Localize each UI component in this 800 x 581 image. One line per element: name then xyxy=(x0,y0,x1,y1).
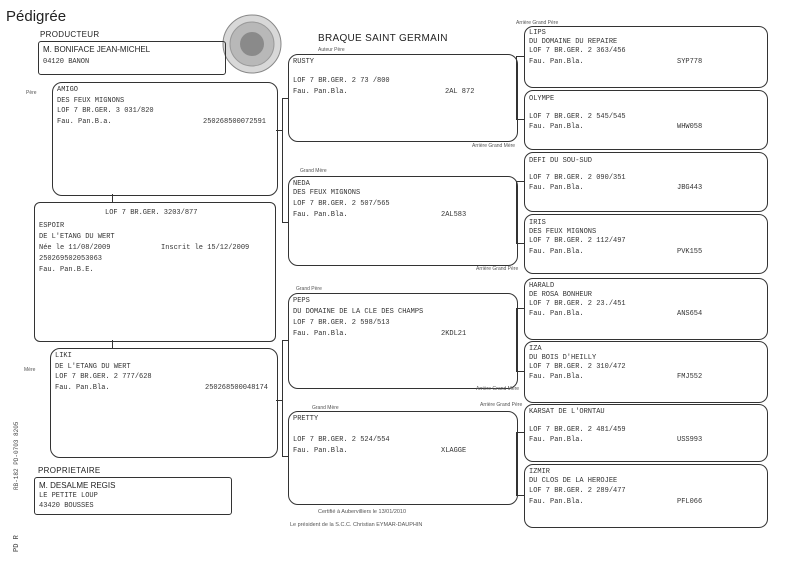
connector xyxy=(516,243,524,244)
ggp4-coat: Fau. Pan.Bla. xyxy=(529,248,584,256)
label-pere: Père xyxy=(26,90,37,96)
grandparent-box-2 xyxy=(288,176,518,266)
gp4-id: XLAGGE xyxy=(441,447,467,455)
great-grandparent-box-1 xyxy=(524,26,768,88)
label-grand-pere: Grand Père xyxy=(296,286,322,292)
ggp4-lof: LOF 7 BR.GER. 2 112/497 xyxy=(529,237,626,245)
connector xyxy=(516,432,517,495)
label-arriere-grand-pere: Arrière Grand Père xyxy=(516,20,559,26)
ggp5-coat: Fau. Pan.Bla. xyxy=(529,310,584,318)
ggp8-name: IZMIR xyxy=(529,468,551,476)
certified-text: Certifié à Aubervilliers le 13/01/2010 xyxy=(318,509,407,515)
gp3-lof: LOF 7 BR.GER. 2 598/513 xyxy=(293,319,390,327)
grandparent-box-4 xyxy=(288,411,518,505)
ggp3-lof: LOF 7 BR.GER. 2 090/351 xyxy=(529,174,626,182)
connector xyxy=(282,98,283,222)
gp1-id: 2AL 872 xyxy=(445,88,475,96)
connector xyxy=(282,222,288,223)
gp3-name: PEPS xyxy=(293,297,310,305)
dam-name: LIKI xyxy=(55,352,72,360)
producer-box xyxy=(38,41,226,75)
ggp6-id: FMJ552 xyxy=(677,373,703,381)
connector xyxy=(282,98,288,99)
gp3-coat: Fau. Pan.Bla. xyxy=(293,330,348,338)
gp1-lof: LOF 7 BR.GER. 2 73 /800 xyxy=(293,77,390,85)
ggp6-name: IZA xyxy=(529,345,542,353)
owner-street: LE PETITE LOUP xyxy=(39,492,98,500)
seal-stamp xyxy=(218,14,286,76)
label-grand-mere-2: Grand Mère xyxy=(312,405,339,411)
ggp2-coat: Fau. Pan.Bla. xyxy=(529,123,584,131)
connector xyxy=(516,119,524,120)
connector xyxy=(282,340,283,456)
sire-affix: DES FEUX MIGNONS xyxy=(57,97,125,105)
producer-city: 04120 BANON xyxy=(43,58,90,66)
great-grandparent-box-6 xyxy=(524,341,768,403)
connector xyxy=(516,181,517,243)
connector xyxy=(516,432,524,433)
subject-lof: LOF 7 BR.GER. 3203/877 xyxy=(105,209,198,217)
page-title: Pédigrée xyxy=(6,8,67,25)
gp2-lof: LOF 7 BR.GER. 2 507/565 xyxy=(293,200,390,208)
connector xyxy=(516,308,517,371)
dam-box xyxy=(50,348,278,458)
sire-chip: 250268500072591 xyxy=(203,118,267,126)
ggp7-lof: LOF 7 BR.GER. 2 481/459 xyxy=(529,426,626,434)
connector xyxy=(516,181,524,182)
producer-name: M. BONIFACE JEAN-MICHEL xyxy=(43,45,151,54)
connector xyxy=(516,56,517,119)
great-grandparent-box-4 xyxy=(524,214,768,274)
ggp2-name: OLYMPE xyxy=(529,95,555,103)
connector xyxy=(516,308,524,309)
gp2-coat: Fau. Pan.Bla. xyxy=(293,211,348,219)
label-grand-mere-1: Grand Mère xyxy=(300,168,327,174)
great-grandparent-box-8 xyxy=(524,464,768,528)
subject-coat: Fau. Pan.B.E. xyxy=(39,266,94,274)
ggp7-coat: Fau. Pan.Bla. xyxy=(529,436,584,444)
ggp6-affix: DU BOIS D'HEILLY xyxy=(529,354,597,362)
subject-registered: Inscrit le 15/12/2009 xyxy=(161,244,250,252)
ggp3-name: DEFI DU SOU-SUD xyxy=(529,157,593,165)
label-arriere-grand-mere-2: Arrière Grand Mère xyxy=(476,386,520,392)
sire-lof: LOF 7 BR.GER. 3 031/820 xyxy=(57,107,154,115)
producer-label: PRODUCTEUR xyxy=(40,30,100,39)
subject-box xyxy=(34,202,276,342)
gp1-name: RUSTY xyxy=(293,58,315,66)
subject-affix: DE L'ETANG DU WERT xyxy=(39,233,115,241)
owner-box xyxy=(34,477,232,515)
gp4-lof: LOF 7 BR.GER. 2 524/554 xyxy=(293,436,390,444)
ggp4-id: PVK155 xyxy=(677,248,703,256)
ggp2-lof: LOF 7 BR.GER. 2 545/545 xyxy=(529,113,626,121)
ggp4-name: IRIS xyxy=(529,219,546,227)
sire-box xyxy=(52,82,278,196)
label-mere: Mère xyxy=(24,367,36,373)
gp4-coat: Fau. Pan.Bla. xyxy=(293,447,348,455)
gp2-id: 2AL583 xyxy=(441,211,467,219)
gp4-name: PRETTY xyxy=(293,415,319,423)
ggp8-lof: LOF 7 BR.GER. 2 289/477 xyxy=(529,487,626,495)
ggp2-id: WHW058 xyxy=(677,123,703,131)
label-arriere-grand-pere-2: Arrière Grand Père xyxy=(476,266,519,272)
gp3-id: 2KDL21 xyxy=(441,330,467,338)
gp2-affix: DES FEUX MIGNONS xyxy=(293,189,361,197)
great-grandparent-box-2 xyxy=(524,90,768,150)
dam-coat: Fau. Pan.Bla. xyxy=(55,384,110,392)
connector xyxy=(282,340,288,341)
dam-affix: DE L'ETANG DU WERT xyxy=(55,363,131,371)
ggp1-lof: LOF 7 BR.GER. 2 363/456 xyxy=(529,47,626,55)
ggp7-id: USS993 xyxy=(677,436,703,444)
dam-chip: 250268500048174 xyxy=(205,384,269,392)
great-grandparent-box-7 xyxy=(524,404,768,462)
grandparent-box-1 xyxy=(288,54,518,142)
ggp1-id: SYP778 xyxy=(677,58,703,66)
sire-name: AMIGO xyxy=(57,86,79,94)
ggp8-id: PFL066 xyxy=(677,498,703,506)
gp3-affix: DU DOMAINE DE LA CLE DES CHAMPS xyxy=(293,308,424,316)
connector xyxy=(282,456,288,457)
ggp4-affix: DES FEUX MIGNONS xyxy=(529,228,597,236)
owner-city: 43420 BOUSSES xyxy=(39,502,94,510)
great-grandparent-box-3 xyxy=(524,152,768,212)
subject-born: Née le 11/08/2009 xyxy=(39,244,111,252)
connector xyxy=(516,371,524,372)
owner-label: PROPRIETAIRE xyxy=(38,466,101,475)
president-text: Le président de la S.C.C. Christian EYMAR-DAUPHIN xyxy=(290,522,423,528)
ggp1-coat: Fau. Pan.Bla. xyxy=(529,58,584,66)
ggp6-coat: Fau. Pan.Bla. xyxy=(529,373,584,381)
subject-name: ESPOIR xyxy=(39,222,65,230)
connector xyxy=(112,340,113,348)
ggp6-lof: LOF 7 BR.GER. 2 310/472 xyxy=(529,363,626,371)
label-auteur-pere: Auteur Père xyxy=(318,47,345,53)
pd-r: PD R xyxy=(13,535,21,552)
ggp5-name: HARALD xyxy=(529,282,555,290)
ggp5-lof: LOF 7 BR.GER. 2 23./451 xyxy=(529,300,626,308)
grandparent-box-3 xyxy=(288,293,518,389)
connector xyxy=(112,194,113,202)
great-grandparent-box-5 xyxy=(524,278,768,340)
subject-tattoo: 250269502053063 xyxy=(39,255,103,263)
ggp5-affix: DE ROSA BONHEUR xyxy=(529,291,593,299)
ggp1-name: LIPS xyxy=(529,29,546,37)
ggp3-coat: Fau. Pan.Bla. xyxy=(529,184,584,192)
ggp8-coat: Fau. Pan.Bla. xyxy=(529,498,584,506)
gp2-name: NEDA xyxy=(293,180,310,188)
dam-lof: LOF 7 BR.GER. 2 777/628 xyxy=(55,373,152,381)
ggp3-id: JBG443 xyxy=(677,184,703,192)
connector xyxy=(516,56,524,57)
label-arriere-grand-mere-1: Arrière Grand Mère xyxy=(472,143,516,149)
side-code: RB-182 PD-0703 8205 xyxy=(13,421,20,490)
breed-title: BRAQUE SAINT GERMAIN xyxy=(318,33,448,44)
owner-name: M. DESALME REGIS xyxy=(39,481,116,490)
ggp7-name: KARSAT DE L'ORNTAU xyxy=(529,408,605,416)
label-arriere-grand-pere-3: Arrière Grand Père xyxy=(480,402,523,408)
connector xyxy=(516,495,524,496)
ggp8-affix: DU CLOS DE LA HEROJEE xyxy=(529,477,618,485)
gp1-coat: Fau. Pan.Bla. xyxy=(293,88,348,96)
ggp5-id: ANS654 xyxy=(677,310,703,318)
sire-coat: Fau. Pan.B.a. xyxy=(57,118,112,126)
ggp1-affix: DU DOMAINE DU REPAIRE xyxy=(529,38,618,46)
